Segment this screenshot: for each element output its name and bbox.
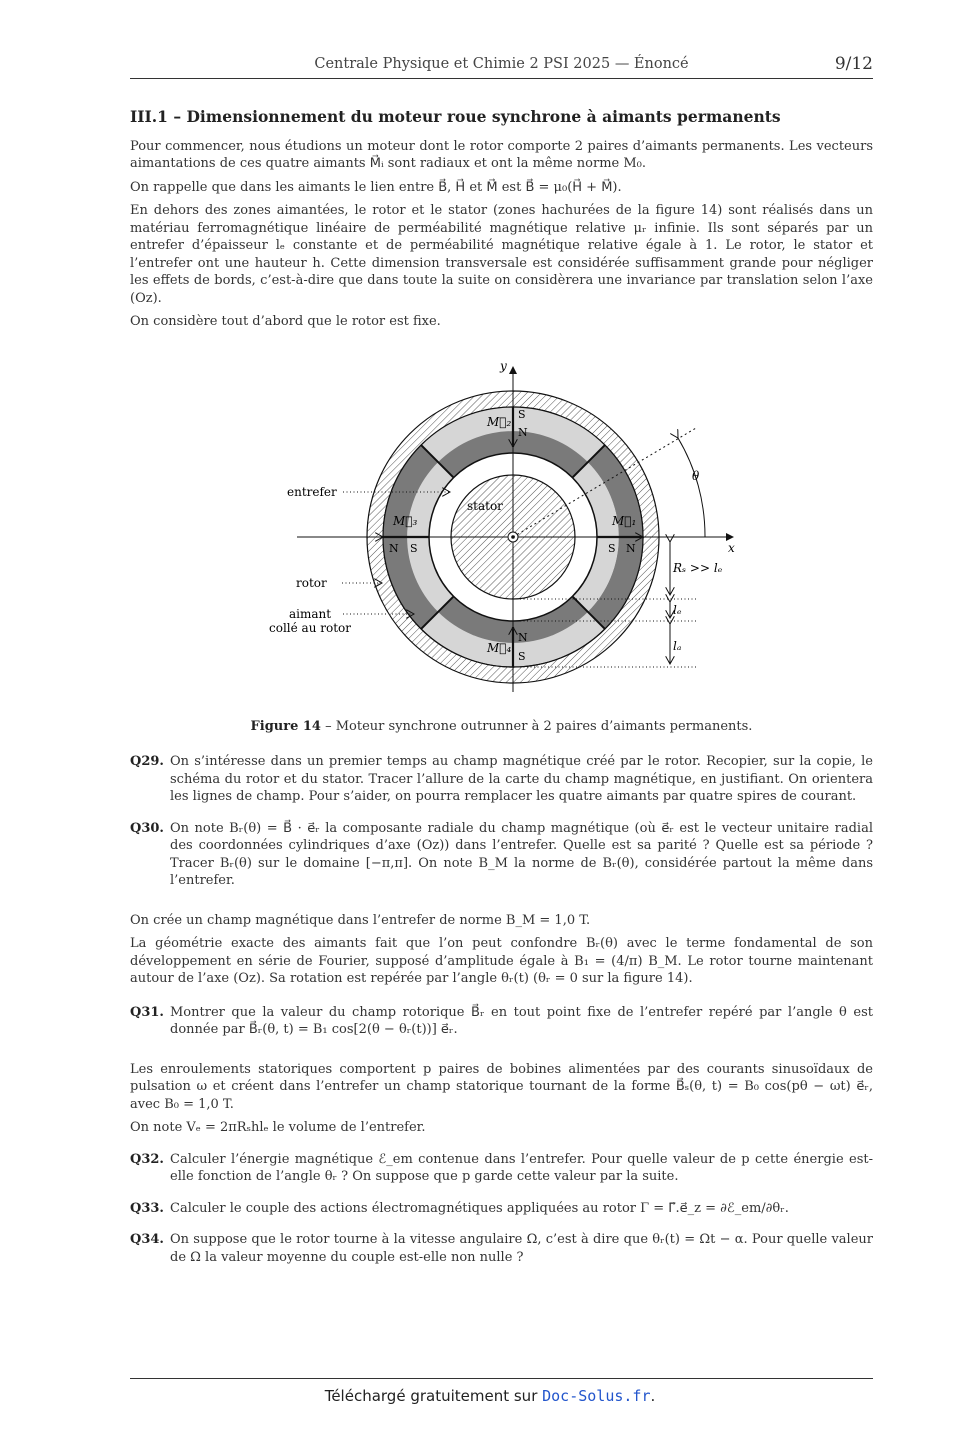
intro-paragraph: On considère tout d’abord que le rotor est fixe.	[130, 314, 441, 329]
rotor-label: rotor	[296, 575, 327, 590]
page-number: 9/12	[834, 54, 873, 74]
question-text: Montrer que la valeur du champ rotorique B⃗ᵣ en tout point fixe de l’entrefer repéré par l’angle θ est donnée par B⃗ᵣ(θ, t) = B₁ cos[2(θ − θᵣ(t))] e⃗ᵣ.	[170, 1004, 873, 1037]
pole-n: N	[518, 425, 528, 439]
aimant-label: aimant	[289, 606, 332, 621]
paragraph: On crée un champ magnétique dans l’entrefer de norme B_M = 1,0 T.	[130, 912, 591, 928]
caption-text: – Moteur synchrone outrunner à 2 paires d’aimants permanents.	[320, 718, 753, 734]
paragraph: On note Vₑ = 2πRₛhlₑ le volume de l’entrefer.	[130, 1120, 426, 1135]
page-footer	[0, 1387, 980, 1405]
intro-paragraph: En dehors des zones aimantées, le rotor et le stator (zones hachurées de la figure 14) sont réalisés dans un matériau ferromagnétique linéaire de perméabilité magnétique relative μᵣ infinie. Ils sont séparés par un entrefer d’épaisseur lₑ constante et de perméabilité magnétique relative égale à 1. Le rotor, le stator et l’entrefer ont une hauteur h. Cette dimension transversale est considérée suffisamment grande pour négliger les effets de bords, c’est-à-dire que dans toute la suite on considèrera une invariance par translation selon l’axe (Oz).	[130, 203, 873, 306]
question-number: Q33.	[130, 1200, 164, 1216]
pole-s: S	[518, 407, 526, 421]
section-title: III.1 – Dimensionnement du moteur roue synchrone à aimants permanents	[130, 107, 781, 126]
question-text: On s’intéresse dans un premier temps au champ magnétique créé par le rotor. Recopier, sur la copie, le schéma du rotor et du stator. Tracer l’allure de la carte du champ magnétique, en justifiant. On orientera les lignes de champ. Pour s’aider, on pourra remplacer les quatre aimants par quatre spires de courant.	[170, 754, 873, 804]
question-number: Q29.	[130, 754, 164, 769]
entrefer-label: entrefer	[287, 484, 337, 499]
question-number: Q34.	[130, 1232, 164, 1247]
x-axis-label: x	[728, 540, 735, 555]
question-number: Q30.	[130, 820, 164, 836]
page-content	[130, 108, 873, 1280]
question-text: Calculer l’énergie magnétique ℰ_em contenue dans l’entrefer. Pour quelle valeur de p cette énergie est-elle fonction de l’angle θᵣ ? On suppose que p garde cette valeur par la suite.	[170, 1151, 873, 1184]
page-header	[130, 56, 873, 79]
question-text: Calculer le couple des actions électromagnétiques appliquées au rotor Γ = Γ⃗.e⃗_z = ∂ℰ_em/∂θᵣ.	[170, 1200, 789, 1216]
question	[130, 1151, 873, 1186]
question-number: Q32.	[130, 1151, 164, 1167]
le-label: lₑ	[673, 602, 682, 617]
question	[130, 1004, 873, 1039]
m4-label: M⃗₄	[487, 640, 512, 655]
paragraph: La géométrie exacte des aimants fait que l’on peut confondre Bᵣ(θ) avec le terme fondamental de son développement en série de Fourier, supposé d’amplitude égale à B₁ = (4/π) B_M. Le rotor tourne maintenant autour de l’axe (Oz). Sa rotation est repérée par l’angle θᵣ(t) (θᵣ = 0 sur la figure 14).	[130, 936, 873, 986]
stator-label: stator	[467, 498, 503, 513]
aimant-label-2: collé au rotor	[269, 620, 351, 635]
question-number: Q31.	[130, 1004, 164, 1020]
y-axis-label: y	[500, 358, 507, 373]
intro-paragraph: On rappelle que dans les aimants le lien entre B⃗, H⃗ et M⃗ est B⃗ = μ₀(H⃗ + M⃗).	[130, 179, 622, 195]
question-text: On note Bᵣ(θ) = B⃗ · e⃗ᵣ la composante radiale du champ magnétique (où e⃗ᵣ est le vecteur unitaire radial des coordonnées cylindriques d’axe (Oz)) dans l’entrefer. Quelle est sa parité ? Quelle est sa période ? Tracer Bᵣ(θ) sur le domaine [−π,π]. On note B_M la norme de Bᵣ(θ), considérée partout la même dans l’entrefer.	[170, 820, 873, 888]
footer-link[interactable]: Doc-Solus.fr	[542, 1387, 651, 1405]
paragraph: Les enroulements statoriques comportent p paires de bobines alimentées par des courants sinusoïdaux de pulsation ω et créent dans l’entrefer un champ statorique tournant de la forme B⃗ₛ(θ, t) = B₀ cos(pθ − ωt) e⃗ᵣ, avec B₀ = 1,0 T.	[130, 1061, 873, 1112]
footer-text: Téléchargé gratuitement sur	[324, 1387, 543, 1405]
question-text: On suppose que le rotor tourne à la vitesse angulaire Ω, c’est à dire que θᵣ(t) = Ωt − α. Pour quelle valeur de Ω la valeur moyenne du couple est-elle non nulle ?	[170, 1232, 873, 1265]
la-label: lₐ	[673, 638, 682, 653]
rs-label: Rₛ >> lₑ	[673, 560, 723, 575]
question	[130, 1200, 873, 1218]
figure-14	[130, 337, 873, 712]
question	[130, 753, 873, 806]
footer-divider	[130, 1378, 873, 1379]
pole-n: N	[626, 541, 636, 555]
m3-label: M⃗₃	[393, 513, 418, 528]
theta-label: θ	[692, 468, 700, 483]
pole-n: N	[518, 630, 528, 644]
pole-s: S	[608, 541, 616, 555]
question	[130, 820, 873, 890]
footer-end: .	[650, 1387, 656, 1405]
pole-n: N	[389, 541, 399, 555]
m1-label: M⃗₁	[612, 513, 637, 528]
pole-s: S	[410, 541, 418, 555]
pole-s: S	[518, 649, 526, 663]
caption-label: Figure 14	[250, 718, 321, 734]
question	[130, 1231, 873, 1266]
motor-diagram	[130, 337, 873, 712]
header-title: Centrale Physique et Chimie 2 PSI 2025 — Énoncé	[314, 56, 689, 72]
m2-label: M⃗₂	[487, 414, 512, 429]
figure-caption	[130, 718, 873, 736]
theta-arc	[678, 438, 705, 537]
intro-paragraph: Pour commencer, nous étudions un moteur dont le rotor comporte 2 paires d’aimants permanents. Les vecteurs aimantations de ces quatre aimants M⃗ᵢ sont radiaux et ont la même norme M₀.	[130, 138, 873, 171]
